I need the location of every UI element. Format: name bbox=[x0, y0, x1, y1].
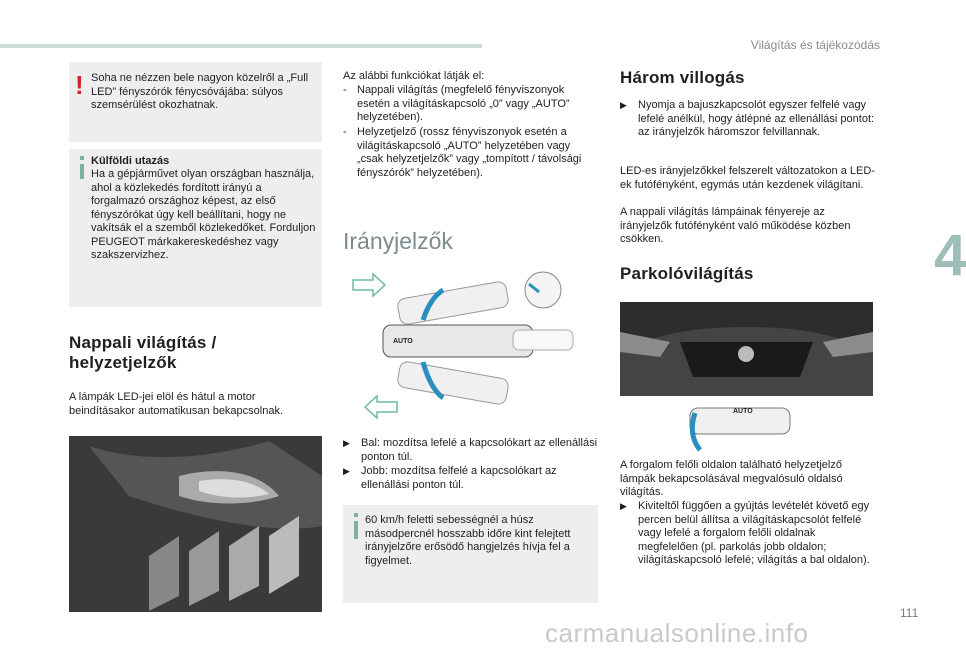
warning-icon: ! bbox=[75, 70, 84, 100]
functions-item-2: - Helyzetjelző (rossz fényviszonyok esetén a világításkapcsoló „AUTO” helyzetében vagy „csak helyzetjelzők” vagy „tompított / távolsági fényszórók” helyzetében). bbox=[343, 126, 582, 179]
functions-intro: Az alábbi funkciókat látják el: bbox=[343, 70, 485, 82]
info-box-abroad bbox=[69, 149, 322, 307]
car-front-illustration bbox=[620, 302, 873, 396]
info-box-abroad-text: Ha a gépjárművet olyan országban használja, ahol a közlekedés fordított irányú a forgalmazó országhoz képest, az első fényszórókat úgy kell beállítani, hogy ne vakítsák el a szemből közlekedőket. Forduljon PEUGEOT márkakereskedéshez vagy szakszervizhez. bbox=[91, 168, 316, 261]
chapter-number: 4 bbox=[934, 223, 966, 288]
info-icon-bar bbox=[80, 164, 84, 179]
arrow-bullet: ▶ bbox=[343, 438, 350, 448]
warning-box bbox=[69, 62, 322, 142]
warning-text: Soha ne nézzen bele nagyon közelről a „Full LED” fényszórók fénycsóvájába: súlyos szemsérülést okozhatnak. bbox=[91, 72, 309, 111]
page-number: 111 bbox=[900, 606, 919, 620]
parking-heading: Parkolóvilágítás bbox=[620, 264, 754, 283]
dash-bullet: - bbox=[343, 126, 347, 138]
info-icon-bar bbox=[354, 521, 358, 539]
dash-bullet: - bbox=[343, 84, 347, 96]
three-flash-item: ▶ Nyomja a bajuszkapcsolót egyszer felfelé vagy lefelé anélkül, hogy átlépné az ellenállási pontot: az irányjelzők háromszor felvillannak. bbox=[620, 99, 875, 138]
section-title: Világítás és tájékozódás bbox=[750, 38, 880, 52]
three-flash-heading: Három villogás bbox=[620, 68, 745, 87]
parking-para: A forgalom felőli oldalon található helyzetjelző lámpák bekapcsolásával megvalósuló oldalsó világítás. bbox=[620, 459, 843, 498]
indicators-heading: Irányjelzők bbox=[343, 228, 453, 254]
indicators-info-text: 60 km/h feletti sebességnél a húsz másodpercnél hosszabb időre kint felejtett irányjelzőre erősödő hangjelzés hívja fel a figyelmet. bbox=[365, 514, 571, 567]
parking-switch-label: AUTO bbox=[733, 408, 753, 415]
three-flash-para-2: A nappali világítás lámpáinak fényereje az irányjelzők futófényként való működése közben csökken. bbox=[620, 206, 851, 245]
car-front-photo bbox=[620, 302, 873, 396]
arrow-bullet: ▶ bbox=[620, 501, 627, 511]
info-icon bbox=[80, 156, 84, 160]
headlight-illustration bbox=[69, 436, 322, 612]
arrow-bullet: ▶ bbox=[620, 100, 627, 110]
info-box-abroad-title: Külföldi utazás bbox=[91, 155, 170, 167]
info-icon bbox=[354, 513, 358, 517]
daytime-text: A lámpák LED-jei elöl és hátul a motor beindításakor automatikusan bekapcsolnak. bbox=[69, 391, 284, 417]
indicators-info-box bbox=[343, 505, 598, 603]
three-flash-para-1: LED-es irányjelzőkkel felszerelt változatokon a LED-ek futófényként, egymás után kezdenek világítani. bbox=[620, 165, 875, 191]
parking-item: ▶ Kiviteltől függően a gyújtás levételét követő egy percen belül állítsa a világításkapcsolót felfelé vagy lefelé a forgalom felőli oldalnak megfelelően (pl. parkolás jobb oldalon; világításkapcsoló lefelé; világítás a bal oldalon). bbox=[620, 500, 870, 566]
indicators-item-1: ▶ Bal: mozdítsa lefelé a kapcsolókart az ellenállási ponton túl. bbox=[343, 437, 598, 463]
arrow-bullet: ▶ bbox=[343, 466, 350, 476]
headlight-photo bbox=[69, 436, 322, 612]
watermark: carmanualsonline.info bbox=[545, 618, 809, 648]
indicators-item-2: ▶ Jobb: mozdítsa felfelé a kapcsolókart az ellenállási ponton túl. bbox=[343, 465, 557, 491]
indicator-switch-label: AUTO bbox=[393, 338, 413, 345]
indicator-stalk-illustration bbox=[343, 270, 598, 430]
header-bar bbox=[0, 44, 482, 48]
daytime-heading: Nappali világítás / helyzetjelzők bbox=[69, 333, 217, 372]
functions-item-1: - Nappali világítás (megfelelő fényviszonyok esetén a világításkapcsoló „0” vagy „AUTO” helyzetében). bbox=[343, 84, 570, 123]
parking-stalk-illustration bbox=[680, 398, 800, 458]
